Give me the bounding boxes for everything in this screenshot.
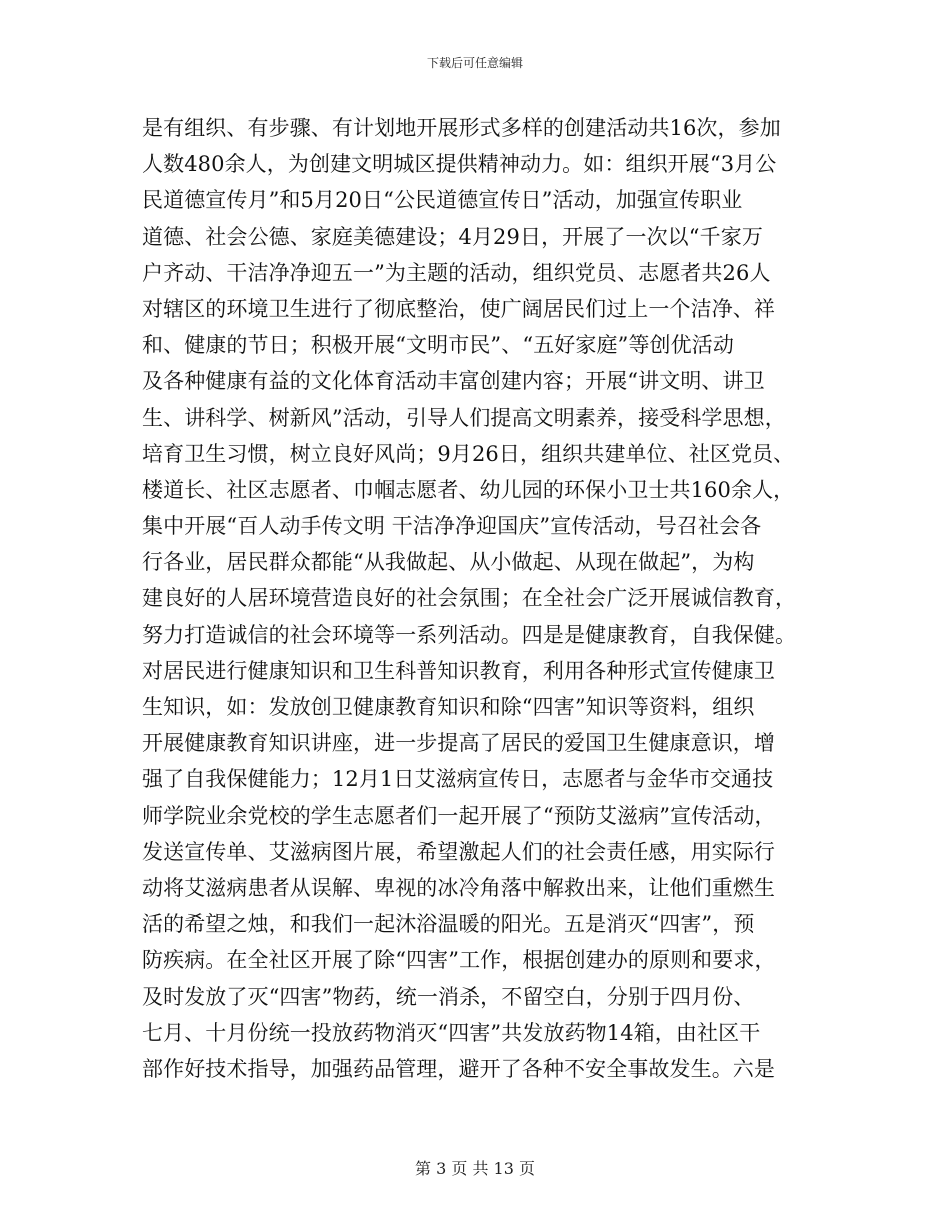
text-line: 民道德宣传月”和5月20日“公民道德宣传日”活动，加强宣传职业 [142,188,743,213]
text-line: 户齐动、干洁净净迎五一”为主题的活动，组织党员、志愿者共26人 [142,260,771,285]
text-line: 及时发放了灭“四害”物药，统一消杀，不留空白，分别于四月份、 [142,984,755,1009]
text-line: 部作好技术指导，加强药品管理，避开了各种不安全事故发生。六是 [142,1056,775,1081]
text-line: 活的希望之烛，和我们一起沐浴温暖的阳光。五是消灭“四害”，预 [142,912,755,937]
body-text [142,110,818,1087]
text-line: 及各种健康有益的文化体育活动丰富创建内容；开展“讲文明、讲卫 [142,369,765,394]
text-line: 对居民进行健康知识和卫生科普知识教育，利用各种形式宣传健康卫 [142,658,775,683]
text-line: 师学院业余党校的学生志愿者们一起开展了“预防艾滋病”宣传活动， [142,803,776,828]
text-line: 努力打造诚信的社会环境等一系列活动。四是是健康教育，自我保健。 [142,622,797,647]
text-line: 生知识，如：发放创卫健康教育知识和除“四害”知识等资料，组织 [142,695,755,719]
text-line: 发送宣传单、艾滋病图片展，希望激起人们的社会责任感，用实际行 [142,839,775,864]
text-line: 生、讲科学、树新风”活动，引导人们提高文明素养，接受科学思想， [142,405,786,430]
text-line: 人数480余人，为创建文明城区提供精神动力。如：组织开展“3月公 [142,152,777,177]
text-line: 集中开展“百人动手传文明 干洁净净迎国庆”宣传活动，号召社会各 [142,514,762,539]
page-header: 下载后可任意编辑 [426,56,523,70]
text-line: 七月、十月份统一投放药物消灭“四害”共发放药物14箱，由社区干 [142,1020,761,1045]
text-line: 道德、社会公德、家庭美德建设；4月29日，开展了一次以“千家万 [142,224,763,249]
text-line: 开展健康教育知识讲座，进一步提高了居民的爱国卫生健康意识，增 [142,731,775,756]
text-line: 和、健康的节日；积极开展“文明市民”、“五好家庭”等创优活动 [142,333,734,358]
text-line: 培育卫生习惯，树立良好风尚；9月26日，组织共建单位、社区党员、 [142,441,795,466]
text-line: 行各业，居民群众都能“从我做起、从小做起、从现在做起”，为构 [142,550,755,575]
text-line: 防疾病。在全社区开展了除“四害”工作，根据创建办的原则和要求， [142,948,776,973]
page-footer: 第 3 页 共 13 页 [415,1159,535,1178]
text-line: 动将艾滋病患者从误解、卑视的冰冷角落中解救出来，让他们重燃生 [142,875,775,900]
text-line: 强了自我保健能力；12月1日艾滋病宣传日，志愿者与金华市交通技 [142,767,774,792]
text-line: 建良好的人居环境营造良好的社会氛围；在全社会广泛开展诚信教育， [142,586,797,611]
text-line: 楼道长、社区志愿者、巾帼志愿者、幼儿园的环保小卫士共160余人， [142,477,795,502]
text-line: 对辖区的环境卫生进行了彻底整治，使广阔居民们过上一个洁净、祥 [142,296,775,321]
text-line: 是有组织、有步骤、有计划地开展形式多样的创建活动共16次，参加 [142,116,781,140]
